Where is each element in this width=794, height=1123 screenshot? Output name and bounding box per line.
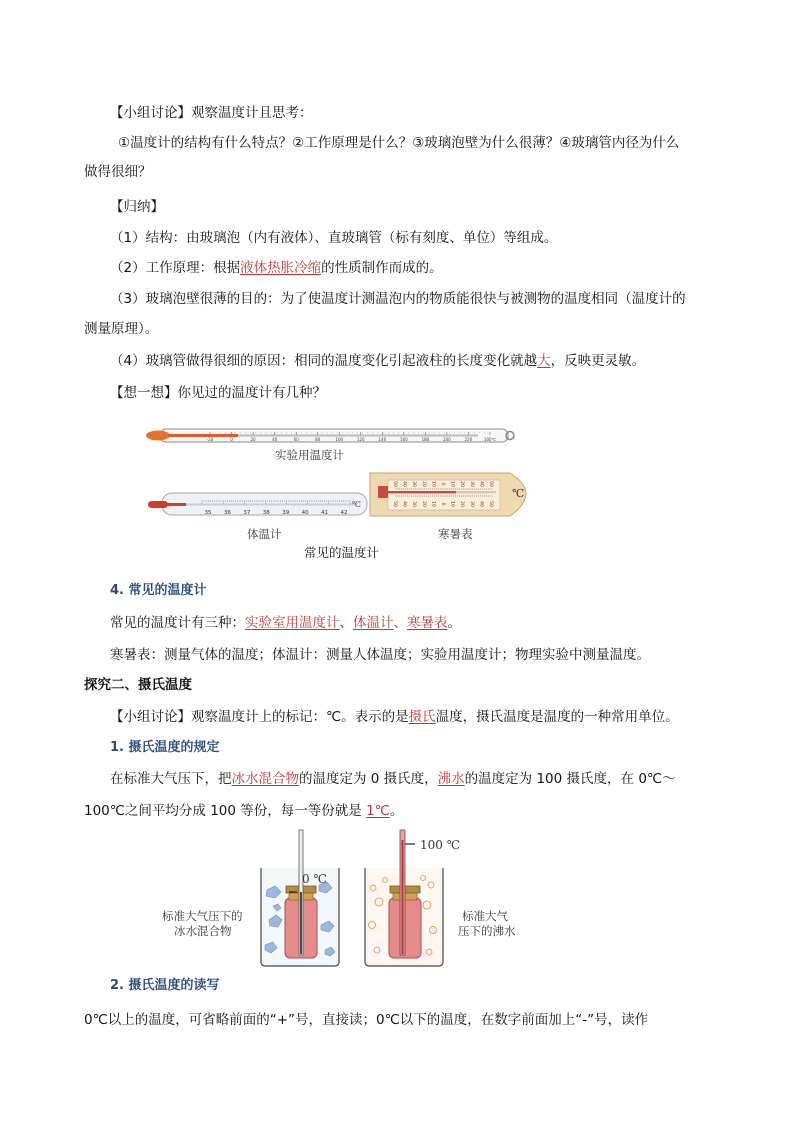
answer-blank: 寒暑表 <box>407 615 448 631</box>
lab-tick-label: 100℃ <box>483 437 497 442</box>
wall-tick-label: 20 <box>420 481 426 487</box>
wall-tick-label: 20 <box>459 501 465 507</box>
lab-tick-label: 180 <box>421 437 430 442</box>
wall-tick-label: 0 <box>440 502 445 506</box>
lab-tick-label: 140 <box>378 437 387 442</box>
wall-tick-label: 40 <box>478 481 484 487</box>
wall-thermometer <box>370 473 526 516</box>
boiling-water-label-1: 标准大气 <box>462 909 508 923</box>
wall-tick-label: 20 <box>420 501 426 507</box>
wall-unit: ℃ <box>512 487 525 500</box>
body-tick-label: 37 <box>243 510 251 516</box>
answer-blank: 1℃ <box>366 803 390 819</box>
lab-tick-label: 40 <box>272 437 278 442</box>
celsius-definition: 在标准大气压下，把冰水混合物的温度定为 0 摄氏度，沸水的温度定为 100 摄氏度，在 0℃～ <box>110 771 676 787</box>
answer-blank: 沸水 <box>437 771 465 787</box>
thermometer-types: 常见的温度计有三种：实验室用温度计、体温计、寒暑表。 <box>110 615 461 631</box>
lab-tick-label: 80 <box>315 437 321 442</box>
lab-tick-label: 160 <box>400 437 408 442</box>
celsius-definition-cont: 100℃之间平均分成 100 等份，每一等份就是 1℃。 <box>84 803 404 819</box>
body-unit: ℃ <box>352 500 361 509</box>
wall-tick-label: 10 <box>449 501 455 507</box>
body-tick-label: 36 <box>223 510 231 516</box>
wall-tick-label: 40 <box>401 501 407 507</box>
body-tick-label: 35 <box>204 510 212 516</box>
answer-blank: 摄氏 <box>408 709 436 725</box>
summary-item-2: （2）工作原理：根据液体热胀冷缩的性质制作而成的。 <box>110 260 443 276</box>
celsius-discussion: 【小组讨论】观察温度计上的标记：℃。表示的是摄氏温度，摄氏温度是温度的一种常用单位。 <box>110 709 679 725</box>
lab-thermometer <box>146 429 514 442</box>
answer-blank: 体温计 <box>353 615 394 631</box>
wall-tick-label: 30 <box>411 501 417 507</box>
thermometer-uses: 寒暑表：测量气体的温度；体温计：测量人体温度；实验用温度计；物理实验中测量温度。 <box>110 647 650 663</box>
wall-tick-label: 30 <box>468 481 474 487</box>
wall-tick-label: 10 <box>430 501 436 507</box>
hundred-degree-label: 100 ℃ <box>420 838 461 852</box>
body-tick-label: 38 <box>262 510 270 516</box>
ice-water-label-2: 冰水混合物 <box>174 924 232 938</box>
summary-heading: 【归纳】 <box>110 199 164 215</box>
body-thermometer-label: 体温计 <box>247 527 282 541</box>
thermometers-figure <box>140 420 550 530</box>
summary-item-4: （4）玻璃管做得很细的原因：相同的温度变化引起液柱的长度变化就越大，反映更灵敏。 <box>110 353 646 369</box>
summary-item-1: （1）结构：由玻璃泡（内有液体）、直玻璃管（标有刻度、单位）等组成。 <box>110 230 558 246</box>
wall-tick-label: 10 <box>430 481 436 487</box>
subsection-2-title: 2. 摄氏温度的读写 <box>110 978 220 993</box>
question-line-1: ①温度计的结构有什么特点？②工作原理是什么？③玻璃泡壁为什么很薄？④玻璃管内径为什么 <box>118 135 680 151</box>
wall-tick-label: 40 <box>478 501 484 507</box>
lab-tick-label: 60 <box>293 437 299 442</box>
lab-tick-label: 120 <box>356 437 365 442</box>
zero-degree-label: 0 ℃ <box>302 872 327 886</box>
summary-item-3-cont: 测量原理）。 <box>84 321 159 337</box>
body-tick-label: 39 <box>282 510 290 516</box>
ice-water-label-1: 标准大气压下的 <box>162 909 243 923</box>
ice-water-beaker <box>261 830 339 966</box>
section-4-title: 4. 常见的温度计 <box>110 583 207 598</box>
wall-tick-label: 30 <box>411 481 417 487</box>
figure-caption: 常见的温度计 <box>304 545 380 560</box>
discussion-heading: 【小组讨论】观察温度计且思考： <box>110 105 313 121</box>
wall-tick-label: 30 <box>468 501 474 507</box>
wall-tick-label: 10 <box>449 481 455 487</box>
body-tick-label: 42 <box>340 510 348 516</box>
answer-blank: 冰水混合物 <box>231 771 299 787</box>
wall-thermometer-label: 寒暑表 <box>438 527 473 541</box>
answer-blank: 液体热胀冷缩 <box>240 260 322 276</box>
body-tick-label: 41 <box>321 510 329 516</box>
think-heading: 【想一想】你见过的温度计有几种？ <box>110 385 326 401</box>
summary-item-3: （3）玻璃泡壁很薄的目的：为了使温度计测温泡内的物质能很快与被测物的温度相同（温度计的 <box>110 291 686 307</box>
body-thermometer <box>148 493 367 516</box>
answer-blank: 实验室用温度计 <box>245 615 340 631</box>
body-tick-label: 40 <box>301 510 309 516</box>
answer-blank: 大 <box>537 353 551 369</box>
lab-tick-label: 200 <box>443 437 451 442</box>
lab-tick-label: 100 <box>335 437 344 442</box>
lab-tick-label: 220 <box>464 437 473 442</box>
lab-tick-label: 20 <box>250 437 256 442</box>
wall-tick-label: 50 <box>392 481 397 487</box>
wall-tick-label: 50 <box>392 501 397 507</box>
lab-tick-label: -20 <box>206 437 214 442</box>
celsius-reading-rule: 0℃以上的温度，可省略前面的“+”号，直接读；0℃以下的温度，在数字前面加上“-”号，读作 <box>84 1012 649 1028</box>
lab-thermometer-label: 实验用温度计 <box>275 448 344 462</box>
subsection-1-title: 1. 摄氏温度的规定 <box>110 740 220 755</box>
question-line-2: 做得很细？ <box>84 164 152 180</box>
explore-2-title: 探究二、摄氏温度 <box>84 677 192 693</box>
wall-tick-label: 20 <box>459 481 465 487</box>
wall-tick-label: 50 <box>488 481 493 487</box>
wall-tick-label: 0 <box>440 482 445 486</box>
lab-tick-label: 0 <box>230 437 233 442</box>
boiling-water-label-2: 压下的沸水 <box>458 924 516 938</box>
wall-tick-label: 40 <box>401 481 407 487</box>
wall-tick-label: 50 <box>488 501 493 507</box>
